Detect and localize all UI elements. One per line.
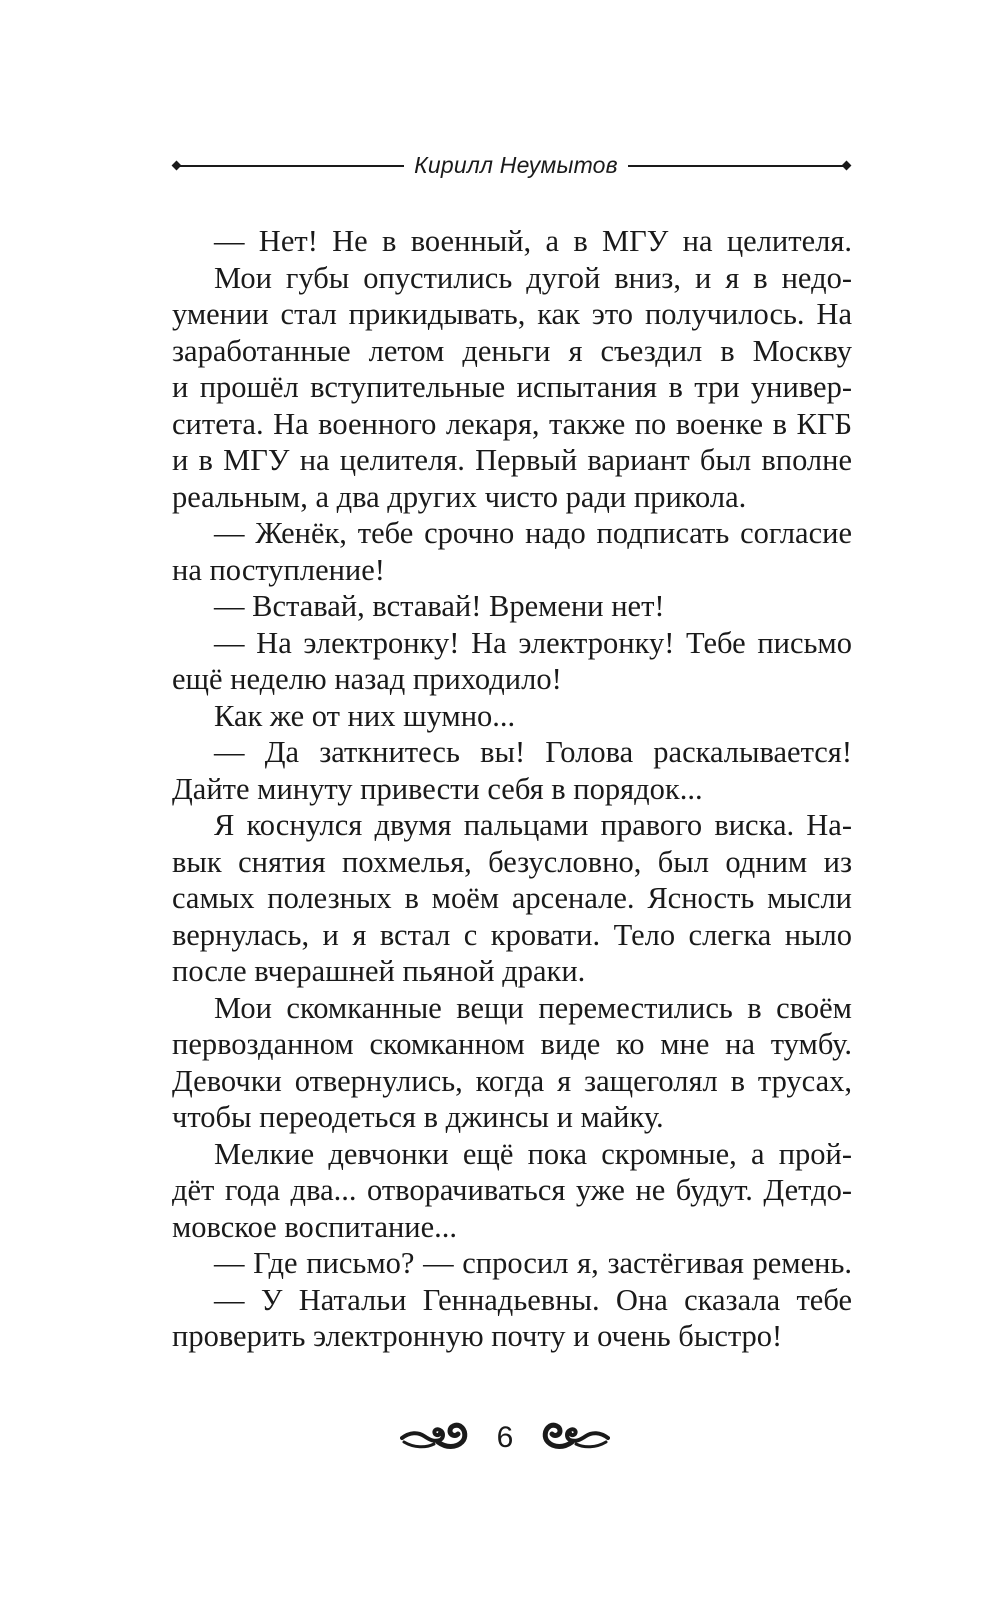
scroll-flourish-icon	[542, 1418, 610, 1458]
text-line: — Да заткнитесь вы! Голова раскалывается!	[214, 735, 852, 769]
header-author: Кирилл Неумытов	[414, 152, 618, 178]
text-line: и прошёл вступительные испытания в три универ-	[172, 370, 852, 404]
text-line: — Женёк, тебе срочно надо подписать согласие	[214, 516, 852, 550]
text-line: Мои скомканные вещи переместились в своём	[214, 990, 852, 1025]
rule-end-diamond-icon	[842, 161, 852, 171]
header-rule-right	[628, 165, 846, 167]
header-rule-left	[178, 165, 404, 167]
text-line: на поступление!	[172, 552, 385, 587]
page-number: 6	[496, 1421, 514, 1454]
text-line: вернулась, и я встал с кровати. Тело слегка ныло	[172, 917, 852, 952]
text-line: чтобы переодеться в джинсы и майку.	[172, 1100, 664, 1134]
text-line: — Нет! Не в военный, а в МГУ на целителя.	[214, 224, 852, 258]
text-line: — Где письмо? — спросил я, застёгивая ремень.	[214, 1246, 852, 1280]
text-line: после вчерашней пьяной драки.	[172, 954, 586, 988]
text-line: реальным, а два других чисто ради прикола.	[172, 479, 747, 514]
text-line: дёт года два... отворачиваться уже не будут. Детдо-	[172, 1173, 852, 1207]
scroll-flourish-icon	[400, 1418, 468, 1458]
text-line: — Вставай, вставай! Времени нет!	[214, 589, 665, 623]
text-line: — На электронку! На электронку! Тебе письмо	[214, 625, 852, 660]
text-line: Я коснулся двумя пальцами правого виска. На-	[214, 808, 852, 842]
text-line: мовское воспитание...	[172, 1209, 458, 1244]
text-line: Дайте минуту привести себя в порядок...	[172, 771, 703, 806]
text-line: самых полезных в моём арсенале. Ясность мысли	[172, 881, 852, 915]
page-footer	[400, 1410, 610, 1470]
text-line: заработанные летом деньги я съездил в Москву	[172, 333, 852, 368]
text-line: Мои губы опустились дугой вниз, и я в недо-	[214, 260, 852, 295]
text-line: Мелкие девчонки ещё пока скромные, а прой-	[214, 1136, 852, 1171]
running-header	[172, 148, 852, 184]
text-line: — У Натальи Геннадьевны. Она сказала тебе	[214, 1282, 852, 1317]
page-body	[172, 223, 852, 1355]
text-line: ещё неделю назад приходило!	[172, 662, 562, 696]
text-line: первозданном скомканном виде ко мне на тумбу.	[172, 1027, 852, 1061]
text-line: ситета. На военного лекаря, также по военке в КГБ	[172, 406, 852, 441]
text-line: и в МГУ на целителя. Первый вариант был вполне	[172, 443, 852, 477]
text-line: Как же от них шумно...	[214, 698, 516, 733]
text-line: Девочки отвернулись, когда я защеголял в трусах,	[172, 1063, 852, 1098]
text-line: умении стал прикидывать, как это получилось. На	[172, 297, 852, 331]
text-line: проверить электронную почту и очень быстро!	[172, 1319, 783, 1353]
text-line: вык снятия похмелья, безусловно, был одним из	[172, 844, 852, 879]
